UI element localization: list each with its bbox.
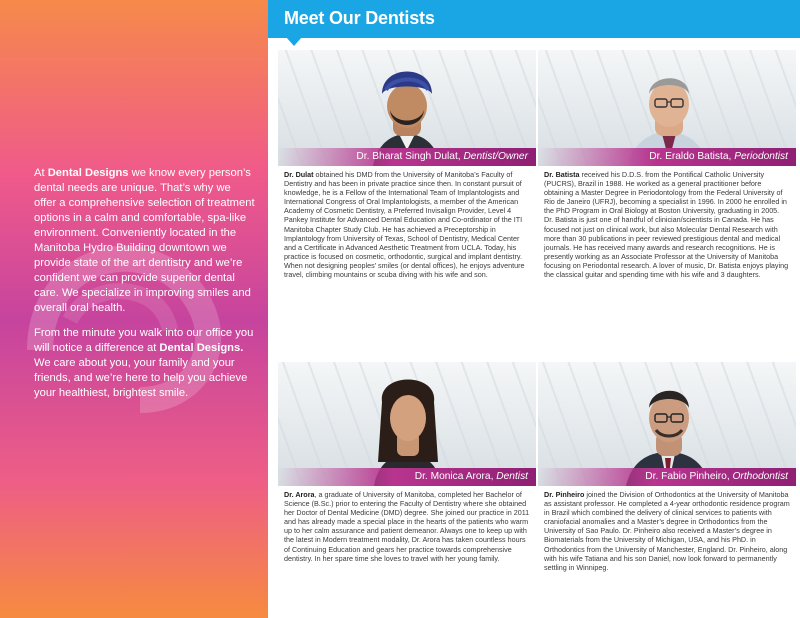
dentist-photo: [538, 362, 796, 486]
intro-paragraph-2: From the minute you walk into our office you will notice a difference at Dental Designs. We care about you, your family and your friends, and we’re here to help you achieve your healthiest, brightest smile.: [34, 327, 254, 399]
dentist-name-bar: Dr. Fabio Pinheiro, Orthodontist: [538, 468, 796, 486]
dentist-bio: Dr. Dulat obtained his DMD from the University of Manitoba’s Faculty of Dentistry and has been in private practice since then. In constant pursuit of knowledge, he is a Fellow of the International Team of Implantologists and International Congress of Oral Implantologists, a member of the American Academy of Cosmetic Dentistry, a Preferred Invisalign Provider, Level 4 Pankey Institute for Advanced Dental Education and Co-ordinator of the ITI Manitoba Chapter Study Club. He has achieved a Preceptorship in Implantology from University of Texas, School of Dentistry, Medical Center and a Certificate in Advanced Aesthetic Treatment from UCLA. Today, his practice is focused on cosmetic, orthodontic, surgical and implant dentistry. When not designing peoples’ smiles (or dental offices), he enjoys adventure travel, climbing mountains or scuba diving with his wife and son.: [284, 170, 525, 280]
dentist-bio: Dr. Pinheiro joined the Division of Orthodontics at the University of Manitoba as assistant professor. He completed a 4-year orthodontic residence program in Brazil which combined the delivery of clinical services to patients with craniofacial anomalies and a Master’s degree in Orthodontics from the University of Sao Paulo. Dr. Pinheiro also received a Master’s degree in Biomaterials from the University of Michigan, USA, and his PhD. in Orthodontics from the University of Manchester, England. Dr. Pinheiro, along with his wife Tatiana and his son Daniel, now look forward to permanently settling in Winnipeg.: [544, 490, 790, 572]
dentist-card-pinheiro: [538, 362, 796, 572]
intro-panel: [0, 0, 268, 618]
dentist-photo: [278, 50, 536, 166]
header-pointer: [286, 37, 302, 46]
dentist-card-arora: [278, 362, 536, 563]
dentist-name-bar: Dr. Bharat Singh Dulat, Dentist/Owner: [278, 148, 536, 166]
dentist-name-bar: Dr. Monica Arora, Dentist: [278, 468, 536, 486]
section-header: [268, 0, 800, 38]
dentist-bio: Dr. Batista received his D.D.S. from the Pontifical Catholic University (PUCRS), Brazil in 1988. He worked as a general practitioner before obtaining a Master Degree in Periodontology from the Federal University of Rio de Janeiro (UFRJ), becoming a specialist in 1996. In 2000 he enrolled in the PhD Program in Oral Biology at Boston University, graduating in 2005. Dr. Batista is just one of handful of clinician/scientists in Canada. He has focused not just on clinical work, but also Molecular Dental Research with more than 30 publications in peer reviewed prestigious dental and medical journals. He has received many awards and research recognitions. He is presently working as an Associate Professor at the University of Manitoba focusing on Periodontal research. A lover of music, Dr. Batista enjoys playing the classical guitar and spending time with his wife and 3 daughters.: [544, 170, 789, 280]
dentist-photo: [278, 362, 536, 486]
brand-name: Dental Designs: [47, 167, 129, 179]
brand-name: Dental Designs.: [159, 342, 244, 354]
page-title: Meet Our Dentists: [284, 8, 435, 28]
intro-paragraph-1: At Dental Designs we know every person’s dental needs are unique. That’s why we offer a comprehensive selection of treatment options in a calm and comfortable, spa-like environment. Conveniently located in the Manitoba Hydro Building downtown we provide state of the art dentistry and we’re confident we can provide superior dental care. We specialize in improving smiles and overall oral health.: [34, 167, 255, 314]
dentist-card-batista: [538, 50, 796, 279]
intro-text: [34, 166, 256, 411]
dentist-card-dulat: [278, 50, 536, 279]
dentist-photo: [538, 50, 796, 166]
dentist-name-bar: Dr. Eraldo Batista, Periodontist: [538, 148, 796, 166]
dentist-bio: Dr. Arora, a graduate of University of Manitoba, completed her Bachelor of Science (B.Sc.) prior to entering the Faculty of Dentistry where she obtained her Doctor of Dental Medicine (DMD) degree. She joined our practice in 2011 and has already made a special place in the hearts of the patients who warm up to her calm assurance and patient demeanor. Always one to keep up with the latest in Modern treatment modality, Dr. Arora has taken countless hours of Continuing Education and gears her practice towards comprehensive dentistry. In her spare time she loves to travel with her young family.: [284, 490, 530, 563]
